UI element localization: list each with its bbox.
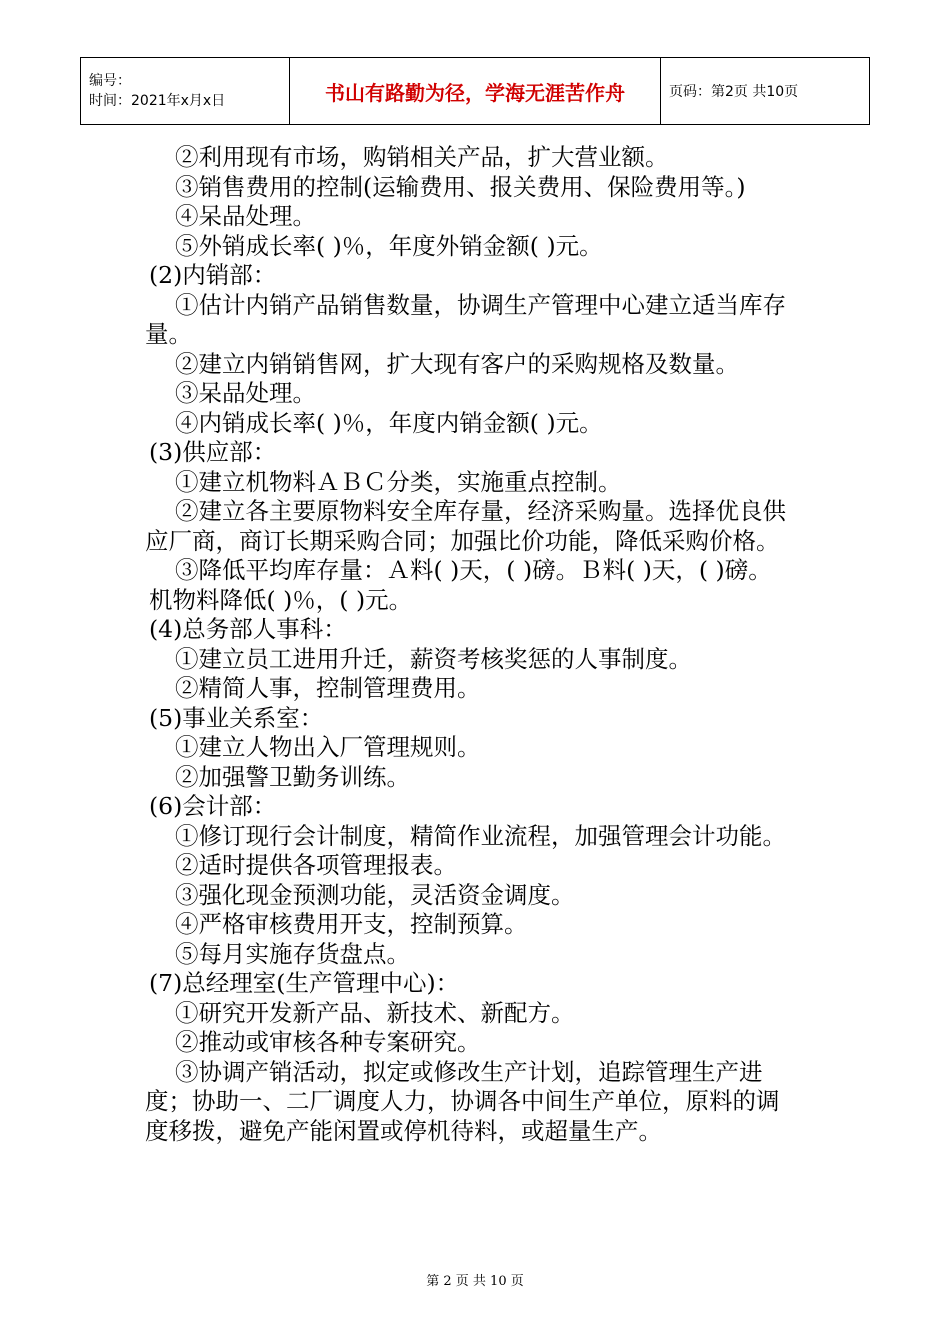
text-line: ①建立机物料ＡＢＣ分类，实施重点控制。 bbox=[175, 467, 622, 496]
time-label: 时间：2021年x月x日 bbox=[89, 93, 226, 109]
text-line: ③销售费用的控制(运输费用、报关费用、保险费用等。) bbox=[175, 172, 746, 201]
text-line: ④呆品处理。 bbox=[175, 202, 316, 230]
text-line: (2)内销部： bbox=[149, 261, 277, 289]
text-line: ①建立人物出入厂管理规则。 bbox=[175, 733, 481, 761]
text-line: (6)会计部： bbox=[149, 792, 277, 820]
text-line: ②建立内销销售网，扩大现有客户的采购规格及数量。 bbox=[175, 349, 739, 378]
text-line: (4)总务部人事科： bbox=[149, 615, 347, 643]
page-footer: 第 2 页 共 10 页 bbox=[426, 1274, 524, 1289]
text-line: ④内销成长率( )％，年度内销金额( )元。 bbox=[175, 408, 603, 437]
text-line: ①修订现行会计制度，精简作业流程，加强管理会计功能。 bbox=[175, 821, 786, 850]
document-header bbox=[80, 57, 870, 125]
text-line: ②适时提供各项管理报表。 bbox=[175, 851, 457, 879]
text-line: ③降低平均库存量：Ａ料( )天，( )磅。Ｂ料( )天，( )磅。 bbox=[175, 556, 772, 584]
header-page-label: 页码：第2页 共10页 bbox=[661, 58, 870, 125]
text-line: 机物料降低( )％，( )元。 bbox=[149, 585, 413, 614]
header-meta bbox=[81, 58, 290, 125]
text-line: ③呆品处理。 bbox=[175, 379, 316, 407]
text-line: ④严格审核费用开支，控制预算。 bbox=[175, 910, 528, 938]
text-line: ③协调产销活动，拟定或修改生产计划，追踪管理生产进度；协助一、二厂调度人力，协调各中间生产单位，原料的调度移拨，避免产能闲置或停机待料，或超量生产。 bbox=[145, 1057, 780, 1145]
header-motto: 书山有路勤为径，学海无涯苦作舟 bbox=[290, 58, 661, 125]
text-line: ②精简人事，控制管理费用。 bbox=[175, 674, 481, 702]
number-label: 编号： bbox=[89, 73, 131, 89]
text-line: ②利用现有市场，购销相关产品，扩大营业额。 bbox=[175, 143, 669, 171]
text-line: ②推动或审核各种专案研究。 bbox=[175, 1028, 481, 1056]
text-line: (5)事业关系室： bbox=[149, 703, 324, 732]
text-line: ⑤每月实施存货盘点。 bbox=[175, 939, 410, 968]
text-line: ②建立各主要原物料安全库存量，经济采购量。选择优良供应厂商，商订长期采购合同；加强比价功能，降低采购价格。 bbox=[145, 497, 786, 555]
text-line: ③强化现金预测功能，灵活资金调度。 bbox=[175, 880, 575, 909]
text-line: ①估计内销产品销售数量，协调生产管理中心建立适当库存量。 bbox=[145, 290, 786, 348]
text-line: ②加强警卫勤务训练。 bbox=[175, 762, 410, 791]
document-body bbox=[145, 143, 795, 1146]
text-line: ①建立员工进用升迁，薪资考核奖惩的人事制度。 bbox=[175, 644, 692, 673]
text-line: (3)供应部： bbox=[149, 438, 277, 466]
text-line: (7)总经理室(生产管理中心)： bbox=[149, 969, 460, 997]
text-line: ①研究开发新产品、新技术、新配方。 bbox=[175, 998, 575, 1027]
text-line: ⑤外销成长率( )％，年度外销金额( )元。 bbox=[175, 231, 603, 260]
